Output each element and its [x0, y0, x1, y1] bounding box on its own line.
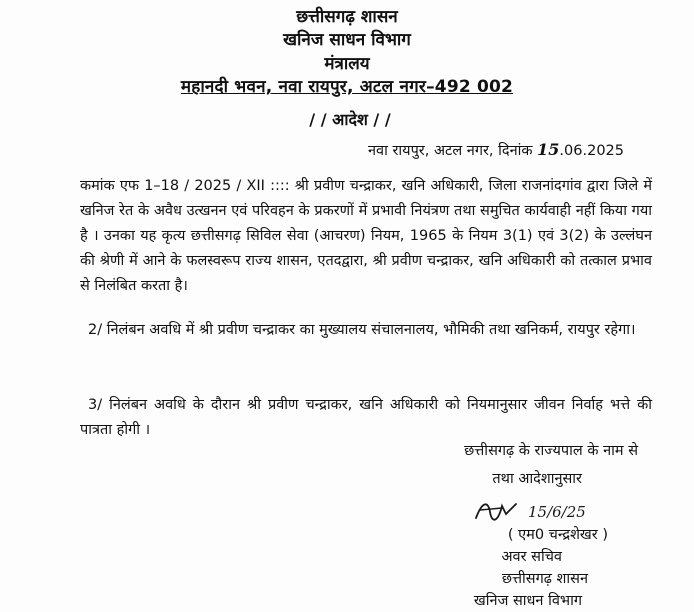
signature-handwritten-date: 15/6/25 — [528, 503, 586, 521]
signatory-designation: अवर सचिव — [501, 549, 562, 565]
paragraph-3 — [80, 393, 652, 443]
date-suffix: .06.2025 — [559, 143, 624, 159]
signature-scribble — [472, 496, 522, 526]
paragraph-1 — [80, 174, 652, 299]
paragraph-3-text: निलंबन अवधि के दौरान श्री प्रवीण चन्द्राकर, खनि अधिकारी को नियमानुसार जीवन निर्वाह भत्ते की पात्रता होगी । — [80, 397, 652, 438]
by-order-line-1: छत्तीसगढ़ के राज्यपाल के नाम से — [464, 443, 638, 459]
date-prefix: नवा रायपुर, अटल नगर, दिनांक — [368, 143, 533, 159]
header-government: छत्तीसगढ़ शासन — [296, 7, 398, 27]
paragraph-2-text: निलंबन अवधि में श्री प्रवीण चन्द्राकर का मुख्यालय संचालनालय, भौमिकी तथा खनिकर्म, रायपुर रहेगा। — [106, 322, 636, 338]
signatory-name: ( एम0 चन्द्रशेखर ) — [507, 527, 608, 543]
paragraph-3-number: 3/ — [88, 397, 103, 413]
header-ministry: मंत्रालय — [324, 54, 370, 74]
header-address: महानदी भवन, नवा रायपुर, अटल नगर–492 002 — [180, 77, 514, 97]
paragraph-1-text: कमांक एफ 1–18 / 2025 / XII :::: श्री प्रवीण चन्द्राकर, खनि अधिकारी, जिला राजनांदगांव द्वारा जिले में खनिज रेत के अवैध उत्खनन एवं परिवहन के प्रकरणों में प्रभावी नियंत्रण तथा समुचित कार्यवाही नहीं किया गया है । उनका यह कृत्य छत्तीसगढ़ सिविल सेवा (आचरण) नियम, 1965 के नियम 3(1) एवं 3(2) के उल्लंघन की श्रेणी में आने के फलस्वरूप राज्य शासन, एतदद्वारा, श्री प्रवीण चन्द्राकर, खनि अधिकारी को तत्काल प्रभाव से निलंबित करता है। — [80, 178, 652, 294]
date-handwritten-day: 15 — [537, 140, 560, 159]
paragraph-2-number: 2/ — [88, 322, 103, 338]
header-department: खनिज साधन विभाग — [283, 30, 411, 50]
by-order-line-2: तथा आदेशानुसार — [492, 471, 582, 487]
date-line — [368, 140, 624, 160]
paragraph-2 — [80, 318, 652, 343]
order-title: / / आदेश / / — [309, 110, 391, 129]
signatory-department: खनिज साधन विभाग — [473, 593, 582, 609]
signatory-government: छत्तीसगढ़ शासन — [501, 571, 588, 587]
